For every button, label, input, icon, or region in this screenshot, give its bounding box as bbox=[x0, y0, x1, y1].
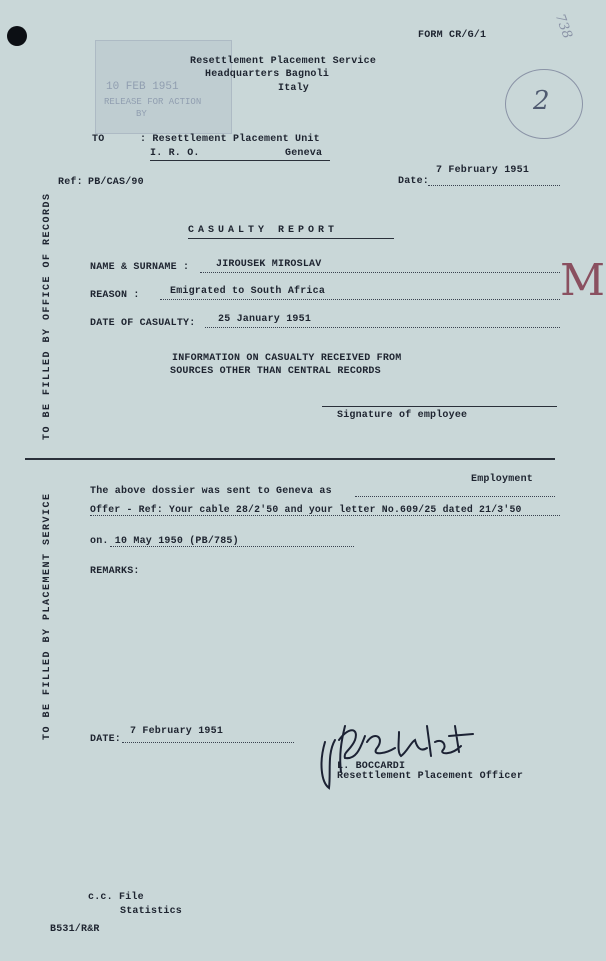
remarks-label: REMARKS: bbox=[90, 566, 140, 577]
office-line1: Resettlement Placement Service bbox=[190, 56, 377, 67]
casualty-date-dots bbox=[205, 327, 560, 328]
form-number: FORM CR/G/1 bbox=[418, 30, 487, 41]
date-value: 7 February 1951 bbox=[436, 165, 530, 176]
on-line: on. 10 May 1950 (PB/785) bbox=[90, 536, 239, 547]
section-divider bbox=[25, 458, 555, 460]
casualty-date-value: 25 January 1951 bbox=[218, 314, 312, 325]
reason-label: REASON : bbox=[90, 290, 140, 301]
reason-dots bbox=[160, 299, 560, 300]
handwritten-mark: M bbox=[560, 255, 606, 306]
signature-line bbox=[322, 406, 557, 407]
name-dots bbox=[200, 272, 560, 273]
cc-item: Statistics bbox=[120, 906, 183, 917]
stamp-line2: BY bbox=[136, 109, 147, 119]
stamp-line1: RELEASE FOR ACTION bbox=[104, 97, 202, 107]
footer-date-value: 7 February 1951 bbox=[130, 726, 224, 737]
report-title: CASUALTY REPORT bbox=[188, 225, 339, 236]
officer-name: L. BOCCARDI bbox=[337, 761, 406, 772]
ref-value: PB/CAS/90 bbox=[88, 177, 144, 188]
to-line1: : Resettlement Placement Unit bbox=[140, 134, 320, 145]
name-label: NAME & SURNAME : bbox=[90, 262, 190, 273]
to-org: I. R. O. bbox=[150, 148, 200, 159]
received-stamp bbox=[95, 40, 232, 134]
to-city: Geneva bbox=[285, 148, 323, 159]
handwritten-number: 2 bbox=[533, 86, 550, 116]
info-line1: INFORMATION ON CASUALTY RECEIVED FROM bbox=[172, 353, 402, 364]
offer-dots bbox=[90, 515, 560, 516]
document-code: B531/R&R bbox=[50, 924, 100, 935]
offer-line: Offer - Ref: Your cable 28/2'50 and your letter No.609/25 dated 21/3'50 bbox=[90, 504, 522, 515]
reason-value: Emigrated to South Africa bbox=[170, 286, 326, 297]
date-dots bbox=[428, 185, 560, 186]
name-value: JIROUSEK MIROSLAV bbox=[216, 259, 322, 270]
footer-date-dots bbox=[122, 742, 294, 743]
corner-number: 738 bbox=[551, 12, 575, 42]
dossier-dots bbox=[355, 496, 555, 497]
office-line2: Headquarters Bagnoli bbox=[205, 69, 330, 80]
casualty-date-label: DATE OF CASUALTY: bbox=[90, 318, 196, 329]
office-line3: Italy bbox=[278, 83, 310, 94]
stamp-date: 10 FEB 1951 bbox=[106, 81, 179, 93]
signature-label: Signature of employee bbox=[337, 410, 468, 421]
footer-date-label: DATE: bbox=[90, 734, 122, 745]
on-dots bbox=[110, 546, 354, 547]
officer-title: Resettlement Placement Officer bbox=[337, 771, 524, 782]
address-underline bbox=[150, 160, 330, 161]
to-label: TO bbox=[92, 134, 105, 145]
info-line2: SOURCES OTHER THAN CENTRAL RECORDS bbox=[170, 366, 381, 377]
punch-hole bbox=[7, 26, 27, 46]
dossier-line: The above dossier was sent to Geneva as bbox=[90, 486, 332, 497]
ref-label: Ref: bbox=[58, 177, 83, 188]
employment-label: Employment bbox=[471, 474, 534, 485]
title-underline bbox=[188, 238, 394, 239]
date-label: Date: bbox=[398, 176, 430, 187]
side-label-placement: TO BE FILLED BY PLACEMENT SERVICE bbox=[42, 492, 53, 740]
cc-label: c.c. File bbox=[88, 892, 144, 903]
side-label-records: TO BE FILLED BY OFFICE OF RECORDS bbox=[42, 192, 53, 440]
